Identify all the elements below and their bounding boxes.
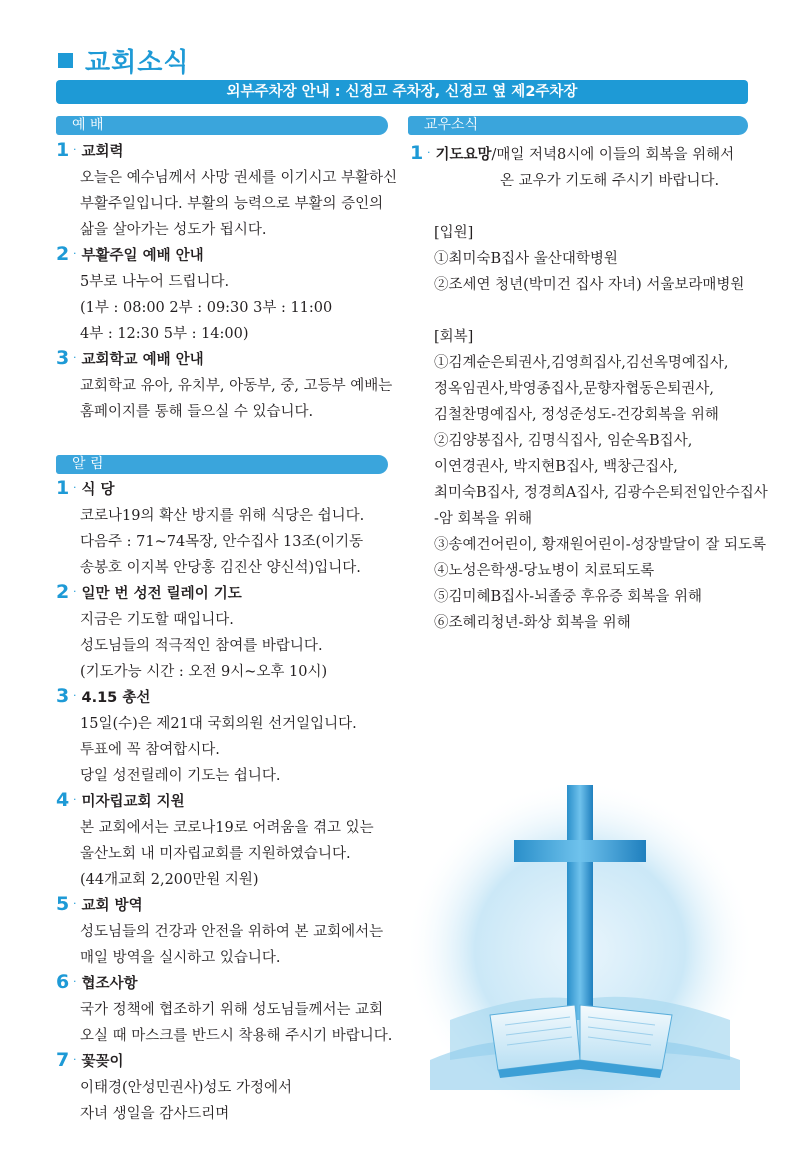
bullet-dot: · <box>73 481 77 494</box>
item-text-line: 5부로 나누어 드립니다. <box>80 274 230 290</box>
item-text-line: 오실 때 마스크를 반드시 착용해 주시기 바랍니다. <box>80 1028 393 1044</box>
list-item: 최미숙B집사, 정경희A집사, 김광수은퇴전입안수집사 <box>434 485 768 501</box>
item-number: 1 <box>56 139 70 161</box>
members-section <box>410 142 768 636</box>
bullet-dot: · <box>73 143 77 156</box>
recover-label: [회복] <box>434 329 474 345</box>
list-item-header <box>56 893 401 919</box>
list-item: ②김양봉집사, 김명식집사, 임순옥B집사, <box>434 433 693 449</box>
worship-header: 예 배 <box>56 116 388 135</box>
prayer-title: 기도요망 <box>435 147 492 163</box>
item-text-line: 지금은 기도할 때입니다. <box>80 612 234 628</box>
parking-banner: 외부주차장 안내 : 신정고 주차장, 신정고 옆 제2주차장 <box>56 80 748 104</box>
item-text-line: 오늘은 예수님께서 사망 권세를 이기시고 부활하신 <box>80 170 398 186</box>
list-item-header <box>56 971 401 997</box>
item-text-line: 다음주 : 71~74목장, 안수집사 13조(이기동 <box>80 534 364 550</box>
item-text-line: 국가 정책에 협조하기 위해 성도님들께서는 교회 <box>80 1002 384 1018</box>
item-text-line: (1부 : 08:00 2부 : 09:30 3부 : 11:00 <box>80 300 333 316</box>
list-item-header <box>56 1049 401 1075</box>
admit-list <box>410 246 755 298</box>
item-text-line: 자녀 생일을 감사드리며 <box>80 1106 230 1122</box>
members-header: 교우소식 <box>408 116 748 135</box>
list-item-header <box>56 789 401 815</box>
item-text-line: 홈페이지를 통해 들으실 수 있습니다. <box>80 404 314 420</box>
list-item-header <box>56 347 401 373</box>
item-title: 협조사항 <box>81 976 138 992</box>
list-item-header <box>56 243 401 269</box>
list-item: ③송예건어린이, 황재원어린이-성장발달이 잘 되도록 <box>434 537 766 553</box>
list-item-header <box>56 477 401 503</box>
item-title: 꽃꽂이 <box>81 1054 124 1070</box>
list-item: 이연경권사, 박지현B집사, 백창근집사, <box>434 459 678 475</box>
title-square-icon <box>58 53 73 68</box>
list-item: 김철찬명예집사, 정성준성도-건강회복을 위해 <box>434 407 719 423</box>
page-title: 교회소식 <box>85 47 190 78</box>
item-number: 1 <box>410 142 424 164</box>
list-item: ①최미숙B집사 울산대학병원 <box>434 251 618 267</box>
bullet-dot: · <box>427 146 431 159</box>
notice-section <box>56 477 401 1127</box>
item-text-line: (기도가능 시간 : 오전 9시~오후 10시) <box>80 664 328 680</box>
bullet-dot: · <box>73 689 77 702</box>
list-item: ⑥조혜리청년-화상 회복을 위해 <box>434 615 631 631</box>
item-number: 5 <box>56 893 70 915</box>
bullet-dot: · <box>73 247 77 260</box>
item-number: 7 <box>56 1049 70 1071</box>
prayer-text-cont: 온 교우가 기도해 주시기 바랍니다. <box>500 173 720 189</box>
item-text-line: 교회학교 유아, 유치부, 아동부, 중, 고등부 예배는 <box>80 378 393 394</box>
item-text-line: 투표에 꼭 참여합시다. <box>80 742 220 758</box>
item-number: 2 <box>56 243 70 265</box>
list-item: ②조세연 청년(박미건 집사 자녀) 서울보라매병원 <box>434 277 745 293</box>
bullet-dot: · <box>73 975 77 988</box>
page-title-row <box>58 42 189 78</box>
item-text-line: 성도님들의 적극적인 참여를 바랍니다. <box>80 638 323 654</box>
list-item: -암 회복을 위해 <box>434 511 533 527</box>
list-item: ⑤김미혜B집사-뇌졸중 후유증 회복을 위해 <box>434 589 702 605</box>
item-text-line: 울산노회 내 미자립교회를 지원하였습니다. <box>80 846 351 862</box>
notice-header: 알 림 <box>56 455 388 474</box>
item-number: 2 <box>56 581 70 603</box>
item-text-line: 본 교회에서는 코로나19로 어려움을 겪고 있는 <box>80 820 374 836</box>
cross-bible-illustration <box>410 760 760 1110</box>
item-text-line: 매일 방역을 실시하고 있습니다. <box>80 950 281 966</box>
item-text-line: 코로나19의 확산 방지를 위해 식당은 쉽니다. <box>80 508 365 524</box>
bullet-dot: · <box>73 351 77 364</box>
item-text-line: 15일(수)은 제21대 국회의원 선거일입니다. <box>80 716 357 732</box>
list-item-header <box>56 685 401 711</box>
list-item-header <box>56 581 401 607</box>
bullet-dot: · <box>73 793 77 806</box>
item-title: 교회학교 예배 안내 <box>81 352 204 368</box>
item-title: 4.15 총선 <box>81 690 151 706</box>
item-title: 교회력 <box>81 144 124 160</box>
item-text-line: (44개교회 2,200만원 지원) <box>80 872 259 888</box>
item-text-line: 이태경(안성민권사)성도 가정에서 <box>80 1080 293 1096</box>
item-title: 일만 번 성전 릴레이 기도 <box>81 586 242 602</box>
item-text-line: 부활주일입니다. 부활의 능력으로 부활의 증인의 <box>80 196 384 212</box>
item-number: 3 <box>56 347 70 369</box>
prayer-text: /매일 저녁8시에 이들의 회복을 위해서 <box>491 147 735 163</box>
list-item-header <box>56 139 401 165</box>
item-title: 부활주일 예배 안내 <box>81 248 204 264</box>
item-text-line: 삶을 살아가는 성도가 됩시다. <box>80 222 267 238</box>
list-item: ④노성은학생-당뇨병이 치료되도록 <box>434 563 655 579</box>
item-number: 6 <box>56 971 70 993</box>
worship-section <box>56 139 401 425</box>
item-text-line: 당일 성전릴레이 기도는 쉽니다. <box>80 768 281 784</box>
list-item: ①김계순은퇴권사,김영희집사,김선옥명예집사, <box>434 355 729 371</box>
item-title: 미자립교회 지원 <box>81 794 185 810</box>
bullet-dot: · <box>73 1053 77 1066</box>
item-text-line: 송봉호 이지복 안당홍 김진산 양신석)입니다. <box>80 560 361 576</box>
cross-icon <box>410 760 760 1110</box>
item-number: 4 <box>56 789 70 811</box>
item-number: 3 <box>56 685 70 707</box>
list-item: 정옥임권사,박영종집사,문향자협동은퇴권사, <box>434 381 714 397</box>
item-title: 교회 방역 <box>81 898 143 914</box>
prayer-item <box>410 142 755 168</box>
bullet-dot: · <box>73 897 77 910</box>
recover-list <box>410 350 768 636</box>
admit-label: [입원] <box>434 225 474 241</box>
item-text-line: 성도님들의 건강과 안전을 위하여 본 교회에서는 <box>80 924 384 940</box>
bullet-dot: · <box>73 585 77 598</box>
item-number: 1 <box>56 477 70 499</box>
item-title: 식 당 <box>81 482 115 498</box>
item-text-line: 4부 : 12:30 5부 : 14:00) <box>80 326 249 342</box>
